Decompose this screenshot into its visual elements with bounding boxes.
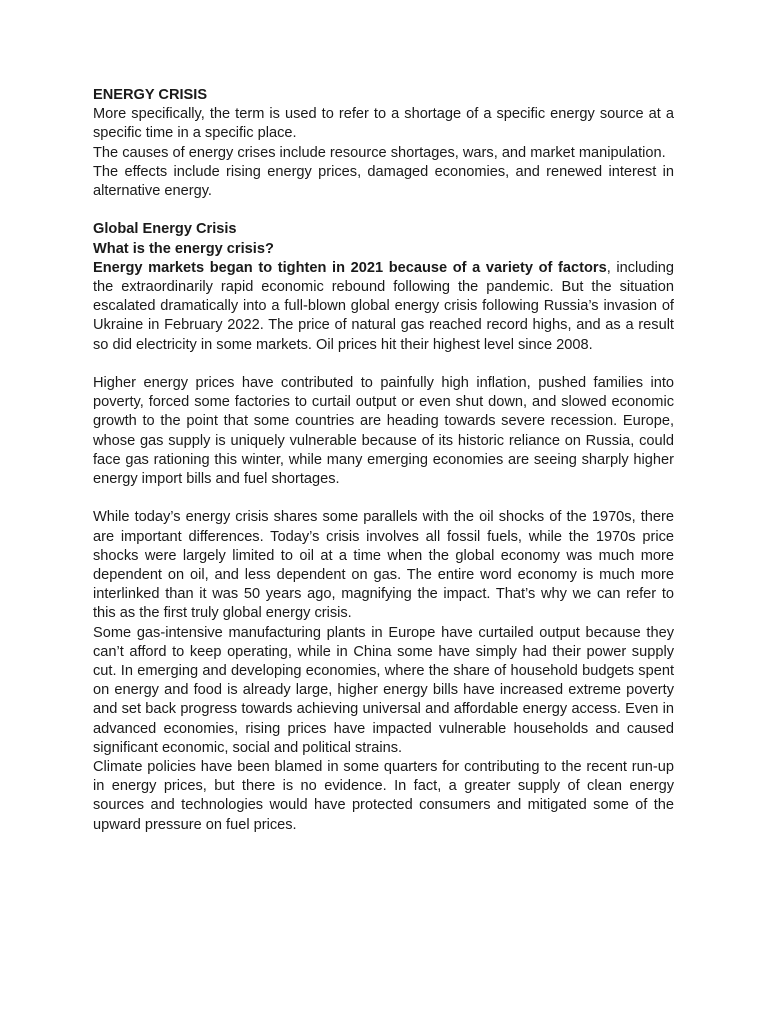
paragraph-2: Higher energy prices have contributed to painfully high inflation, pushed families into poverty, forced some factories to curtail output or even shut down, and slowed economic growth to the point that some countries are heading towards severe recession. Europe, whose gas supply is uniquely vulnerable because of its historic reliance on Russia, could face gas rationing this winter, while many emerging economies are seeing sharply higher energy import bills and fuel shortages. [93, 375, 674, 488]
paragraph-1-body: , including the extraordinarily rapid economic rebound following the pandemic. But the situation escalated dramatically into a full-blown global energy crisis following Russia’s invasion of Ukraine in February 2022. The price of natural gas reached record highs, and as a result so did electricity in some markets. Oil prices hit their highest level since 2008. [93, 259, 674, 353]
subheading-question: What is the energy crisis? [93, 240, 274, 257]
section-heading-global: Global Energy Crisis [93, 221, 237, 238]
paragraph-4: Some gas-intensive manufacturing plants in Europe have curtailed output because they can’t afford to keep operating, while in China some have simply had their power supply cut. In emerging and developing economies, where the share of household budgets spent on energy and food is already large, higher energy bills have increased extreme poverty and set back progress towards achieving universal and affordable energy access. Even in advanced economies, rising prices have impacted vulnerable households and caused significant economic, social and political strains. [93, 624, 674, 756]
intro-paragraph-3: The effects include rising energy prices, damaged economies, and renewed interest in alternative energy. [93, 163, 674, 200]
paragraph-1 [93, 259, 674, 355]
blank-line [93, 201, 674, 220]
paragraph-3: While today’s energy crisis shares some parallels with the oil shocks of the 1970s, there are important differences. Today’s crisis involves all fossil fuels, while the 1970s price shocks were largely limited to oil at a time when the global economy was much more dependent on oil, and less dependent on gas. The entire word economy is much more interlinked than it was 50 years ago, magnifying the impact. That’s why we can refer to this as the first truly global energy crisis. [93, 509, 674, 622]
intro-paragraph-1: More specifically, the term is used to refer to a shortage of a specific energy source at a specific time in a specific place. [93, 106, 674, 142]
main-heading: ENERGY CRISIS [93, 87, 208, 103]
paragraph-5: Climate policies have been blamed in some quarters for contributing to the recent run-up in energy prices, but there is no evidence. In fact, a greater supply of clean energy sources and technologies would have protected consumers and mitigated some of the upward pressure on fuel prices. [93, 759, 674, 833]
blank-line [93, 489, 674, 508]
intro-paragraph-2: The causes of energy crises include resource shortages, wars, and market manipulation. [93, 144, 666, 161]
blank-line [93, 355, 674, 374]
paragraph-1-bold-lead: Energy markets began to tighten in 2021 because of a variety of factors [93, 259, 607, 276]
